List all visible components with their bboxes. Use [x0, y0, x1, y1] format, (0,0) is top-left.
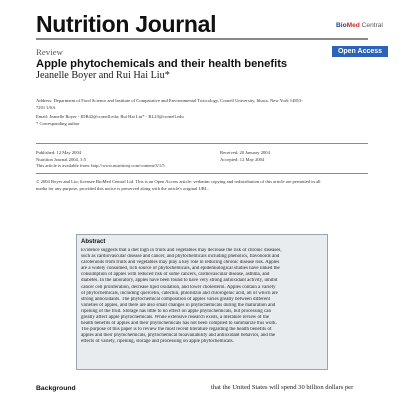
- abstract-line: strong antioxidants. The phytochemical composition of apples varies greatly between different: [81, 296, 271, 302]
- abstract-line: of phytochemicals, including quercetin, catechin, phloridzin and chlorogenic acid, all of which are: [81, 290, 278, 296]
- published-date: Published: 12 May 2004: [36, 150, 82, 155]
- abstract-line: ripening of the fruit. Storage has little to no effect on apple phytochemicals, but processing can: [81, 308, 271, 314]
- article-type: Review: [36, 47, 63, 57]
- accepted-date: Accepted: 12 May 2004: [220, 156, 265, 162]
- article-title: Apple phytochemicals and their health benefits: [36, 58, 288, 70]
- abstract-line: The purpose of this paper is to review the most recent literature regarding the health benefits of: [81, 327, 272, 333]
- abstract-line: effects of variety, ripening, storage and processing on apple phytochemicals.: [81, 339, 234, 345]
- journal-title: Nutrition Journal: [36, 11, 217, 37]
- citation: Nutrition Journal 2004, 3:5: [36, 156, 87, 162]
- open-access-badge: Open Access: [332, 46, 388, 57]
- address-line-2: 7201 USA: [36, 104, 56, 110]
- available-from-link[interactable]: This article is available from: http://www.nutritionj.com/content/3/1/5: [36, 163, 165, 168]
- abstract-box: [76, 234, 328, 370]
- corresponding-author-note: * Corresponding author: [36, 120, 80, 126]
- abstract-heading: Abstract: [81, 239, 106, 245]
- copyright-line-2: media for any purpose, provided this notice is preserved along with the article's original URL.: [36, 185, 209, 191]
- address-line-1: Address: Department of Food Science and Institute of Comparative and Environmental Toxicology, Cornell University, Ithaca, New York 14853-: [36, 98, 303, 103]
- abstract-line: apples and their phytochemicals, phytochemical bioavailability and antioxidant behavior, and the: [81, 333, 276, 339]
- abstract-line: such as cardiovascular disease and cancer, and phytochemicals including phenolics, flavonoids and: [81, 254, 280, 260]
- body-text-snippet: that the United States will spend 30 billion dollars per: [211, 384, 354, 391]
- abstract-line: consumption of apples with reduced risk of some cancers, cardiovascular disease, asthma, and: [81, 272, 270, 278]
- abstract-text: [81, 248, 325, 346]
- abstract-line: health benefits of apples and their phytochemicals has not been compiled to summarize this work.: [81, 321, 277, 327]
- biomed-central-logo: BioMed Central: [336, 22, 383, 29]
- abstract-line: greatly affect apple phytochemicals. While extensive research exists, a literature review of the: [81, 315, 270, 321]
- divider-1: [36, 143, 368, 144]
- abstract-line: Evidence suggests that a diet high in fruits and vegetables may decrease the risk of chronic diseases,: [81, 248, 282, 253]
- abstract-line: are a widely consumed, rich source of phytochemicals, and epidemiological studies have linked the: [81, 266, 280, 272]
- divider-2: [36, 173, 368, 174]
- abstract-line: varieties of apples, and there are also small changes in phytochemicals during the maturation and: [81, 302, 276, 308]
- header-rule: [36, 38, 368, 40]
- abstract-line: cancer cell proliferation, decrease lipid oxidation, and lower cholesterol. Apples contain a variety: [81, 284, 276, 290]
- copyright-line-1: © 2004 Boyer and Liu; licensee BioMed Central Ltd. This is an Open Access article: verbatim copying and redistribution of this article are permitted in all: [36, 179, 321, 184]
- background-heading: Background: [36, 385, 76, 392]
- received-date: Received: 20 January 2004: [220, 150, 270, 155]
- email-line: Email: Jeanelle Boyer - JDB42@cornell.edu; Rui Hai Liu* - RL23@cornell.edu: [36, 114, 184, 119]
- abstract-line: diabetes. In the laboratory, apples have been found to have very strong antioxidant activity, inhibit: [81, 278, 278, 284]
- abstract-line: carotenoids from fruits and vegetables may play a key role in reducing chronic disease risk. Apples: [81, 260, 280, 266]
- authors: Jeanelle Boyer and Rui Hai Liu*: [36, 70, 170, 81]
